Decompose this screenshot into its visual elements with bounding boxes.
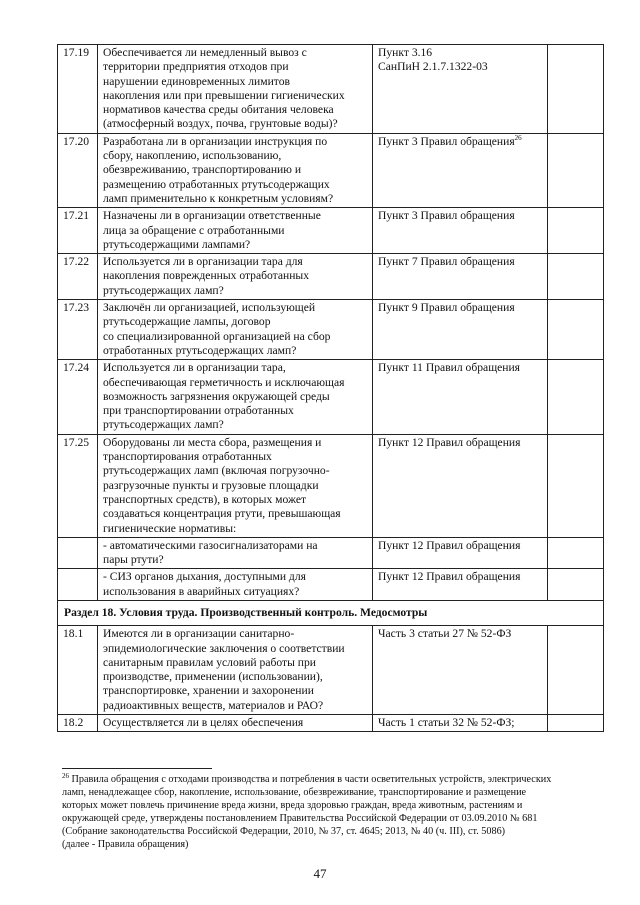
question-line: отработанных ртутьсодержащих ламп? [103, 343, 297, 357]
question-line: нормативов качества среды обитания человека [103, 103, 334, 117]
question-line: ртутьсодержащие лампы, договор [103, 315, 271, 329]
legal-reference [373, 133, 548, 207]
table-row [58, 208, 604, 254]
footnote-line: окружающей среде, утверждены постановлением Правительства Российской Федерации от 03.09.2010 № 681 [62, 812, 538, 824]
question-line: нарушении единовременных лимитов [103, 74, 290, 88]
table-row [58, 626, 604, 715]
reference-text: Пункт 11 Правил обращения [378, 361, 521, 375]
question-line: со специализированной организацией на сбор [103, 329, 331, 343]
legal-reference [373, 569, 548, 601]
reference-text: Пункт 12 Правил обращения [378, 570, 521, 584]
question-line: Разработана ли в организации инструкция по [103, 134, 328, 148]
reference-text: Пункт 12 Правил обращения [378, 538, 521, 552]
requirement-question [98, 360, 373, 434]
requirement-question [98, 715, 373, 732]
legal-reference [373, 537, 548, 569]
item-number: 17.24 [58, 360, 98, 434]
table-row [58, 254, 604, 300]
item-number [58, 537, 98, 569]
requirement-question [98, 133, 373, 207]
reference-text: СанПиН 2.1.7.1322-03 [378, 60, 488, 74]
table-row [58, 569, 604, 601]
legal-reference [373, 300, 548, 360]
result-cell [548, 537, 604, 569]
question-line: (атмосферный воздух, почва, грунтовые воды)? [103, 117, 338, 131]
question-line: санитарным правилам условий работы при [103, 655, 316, 669]
reference-line [378, 209, 543, 223]
question-line: Используется ли в организации тара, [103, 361, 286, 375]
item-number: 17.21 [58, 208, 98, 254]
question-line: территории предприятия отходов при [103, 60, 289, 74]
question-line: Используется ли в организации тара для [103, 255, 303, 269]
question-line: накопления поврежденных отработанных [103, 269, 310, 283]
item-number: 18.2 [58, 715, 98, 732]
table-row [58, 715, 604, 732]
reference-text: Пункт 12 Правил обращения [378, 435, 521, 449]
legal-reference [373, 360, 548, 434]
reference-line [378, 60, 543, 74]
result-cell [548, 45, 604, 134]
question-line: транспортировке, хранении и захоронении [103, 684, 314, 698]
question-line: эпидемиологические заключения о соответствии [103, 641, 345, 655]
reference-text: Часть 1 статьи 32 № 52-ФЗ; [378, 716, 515, 730]
reference-line [378, 255, 543, 269]
footnote-line: которых может повлечь причинение вреда жизни, вреда здоровью граждан, вреда животным, растениям и [62, 799, 523, 811]
legal-reference [373, 208, 548, 254]
footnote-line: (далее - Правила обращения) [62, 838, 189, 850]
question-line: обеспечивающая герметичность и исключающая [103, 375, 345, 389]
footnote-line: Правила обращения с отходами производства и потребления в части осветительных устройств, электрических [71, 774, 552, 785]
question-line: производстве, применении (использовании), [103, 670, 323, 684]
question-line: ртутьсодержащих ламп (включая погрузочно- [103, 464, 330, 478]
footnote-line: (Собрание законодательства Российской Федерации, 2010, № 37, ст. 4645; 2013, № 40 (ч. III), ст. 5086) [62, 825, 506, 837]
footnote-text [62, 774, 551, 850]
item-number: 17.25 [58, 434, 98, 537]
reference-text: Часть 3 статьи 27 № 52-ФЗ [378, 627, 512, 641]
reference-line [378, 46, 543, 60]
legal-reference [373, 434, 548, 537]
question-line: - СИЗ органов дыхания, доступными для [103, 570, 306, 584]
page-number: 47 [313, 866, 327, 881]
legal-reference [373, 254, 548, 300]
question-line: Оборудованы ли места сбора, размещения и [103, 435, 322, 449]
result-cell [548, 715, 604, 732]
requirement-question [98, 626, 373, 715]
reference-text: Пункт 3 Правил обращения [378, 134, 515, 148]
item-number: 18.1 [58, 626, 98, 715]
question-line: транспортных средств), в которых может [103, 492, 307, 506]
reference-line [378, 301, 543, 315]
requirement-question [98, 254, 373, 300]
reference-line [378, 627, 543, 641]
question-line: Заключён ли организацией, использующей [103, 301, 316, 315]
item-number [58, 569, 98, 601]
checklist-body [58, 45, 604, 732]
question-line: гигиенические нормативы: [103, 521, 237, 535]
question-line: разгрузочные пункты и грузовые площадки [103, 478, 319, 492]
result-cell [548, 626, 604, 715]
question-line: пары ртути? [103, 553, 164, 567]
reference-line [378, 361, 543, 375]
footnote-mark: 26 [62, 772, 69, 780]
footnote-separator [62, 768, 212, 769]
footnote-reference: 26 [514, 133, 522, 142]
question-line: накопления или при превышении гигиенических [103, 88, 345, 102]
requirement-question [98, 537, 373, 569]
legal-reference [373, 715, 548, 732]
item-number: 17.22 [58, 254, 98, 300]
table-row [58, 360, 604, 434]
question-line: Обеспечивается ли немедленный вывоз с [103, 46, 307, 59]
result-cell [548, 300, 604, 360]
table-row [58, 300, 604, 360]
question-line: возможность загрязнения окружающей среды [103, 389, 330, 403]
result-cell [548, 133, 604, 207]
question-line: ртутьсодержащими лампами? [103, 237, 251, 251]
question-line: при транспортировании отработанных [103, 404, 294, 418]
section-title: Раздел 18. Условия труда. Производственный контроль. Медосмотры [58, 600, 604, 625]
reference-text: Пункт 3 Правил обращения [378, 209, 515, 223]
question-line: - автоматическими газосигнализаторами на [103, 538, 318, 552]
requirement-question [98, 208, 373, 254]
result-cell [548, 434, 604, 537]
question-line: транспортирования отработанных [103, 450, 272, 464]
reference-line [378, 539, 543, 553]
table-row [58, 45, 604, 134]
checklist-table [57, 44, 604, 732]
reference-text: Пункт 3.16 [378, 46, 433, 59]
question-line: лица за обращение с отработанными [103, 223, 285, 237]
legal-reference [373, 45, 548, 134]
result-cell [548, 208, 604, 254]
item-number: 17.20 [58, 133, 98, 207]
table-row [58, 537, 604, 569]
question-line: сбору, накоплению, использованию, [103, 149, 282, 163]
reference-line [378, 570, 543, 584]
question-line: ламп применительно к конкретным условиям? [103, 191, 334, 205]
requirement-question [98, 300, 373, 360]
table-row [58, 434, 604, 537]
reference-text: Пункт 9 Правил обращения [378, 301, 515, 315]
item-number: 17.23 [58, 300, 98, 360]
question-line: Назначены ли в организации ответственные [103, 209, 321, 223]
result-cell [548, 360, 604, 434]
question-line: создаваться концентрация ртути, превышающая [103, 507, 341, 521]
footnote-line: ламп, ненадлежащее сбор, накопление, использование, обезвреживание, транспортирование и размещение [62, 786, 527, 798]
legal-reference [373, 626, 548, 715]
reference-line [378, 135, 543, 149]
footnote [62, 774, 594, 851]
item-number: 17.19 [58, 45, 98, 134]
requirement-question [98, 45, 373, 134]
question-line: радиоактивных веществ, материалов и РАО? [103, 698, 324, 712]
question-line: использования в аварийных ситуациях? [103, 584, 300, 598]
result-cell [548, 569, 604, 601]
question-line: ртутьсодержащих ламп? [103, 283, 224, 297]
requirement-question [98, 569, 373, 601]
question-line: Имеются ли в организации санитарно- [103, 627, 295, 641]
question-line: обезвреживанию, транспортированию и [103, 163, 302, 177]
reference-text: Пункт 7 Правил обращения [378, 255, 515, 269]
question-line: ртутьсодержащих ламп? [103, 418, 224, 432]
reference-line [378, 436, 543, 450]
section-header-row [58, 600, 604, 625]
reference-line [378, 716, 543, 730]
result-cell [548, 254, 604, 300]
table-row [58, 133, 604, 207]
question-line: Осуществляется ли в целях обеспечения [103, 716, 304, 730]
requirement-question [98, 434, 373, 537]
question-line: размещению отработанных ртутьсодержащих [103, 177, 330, 191]
